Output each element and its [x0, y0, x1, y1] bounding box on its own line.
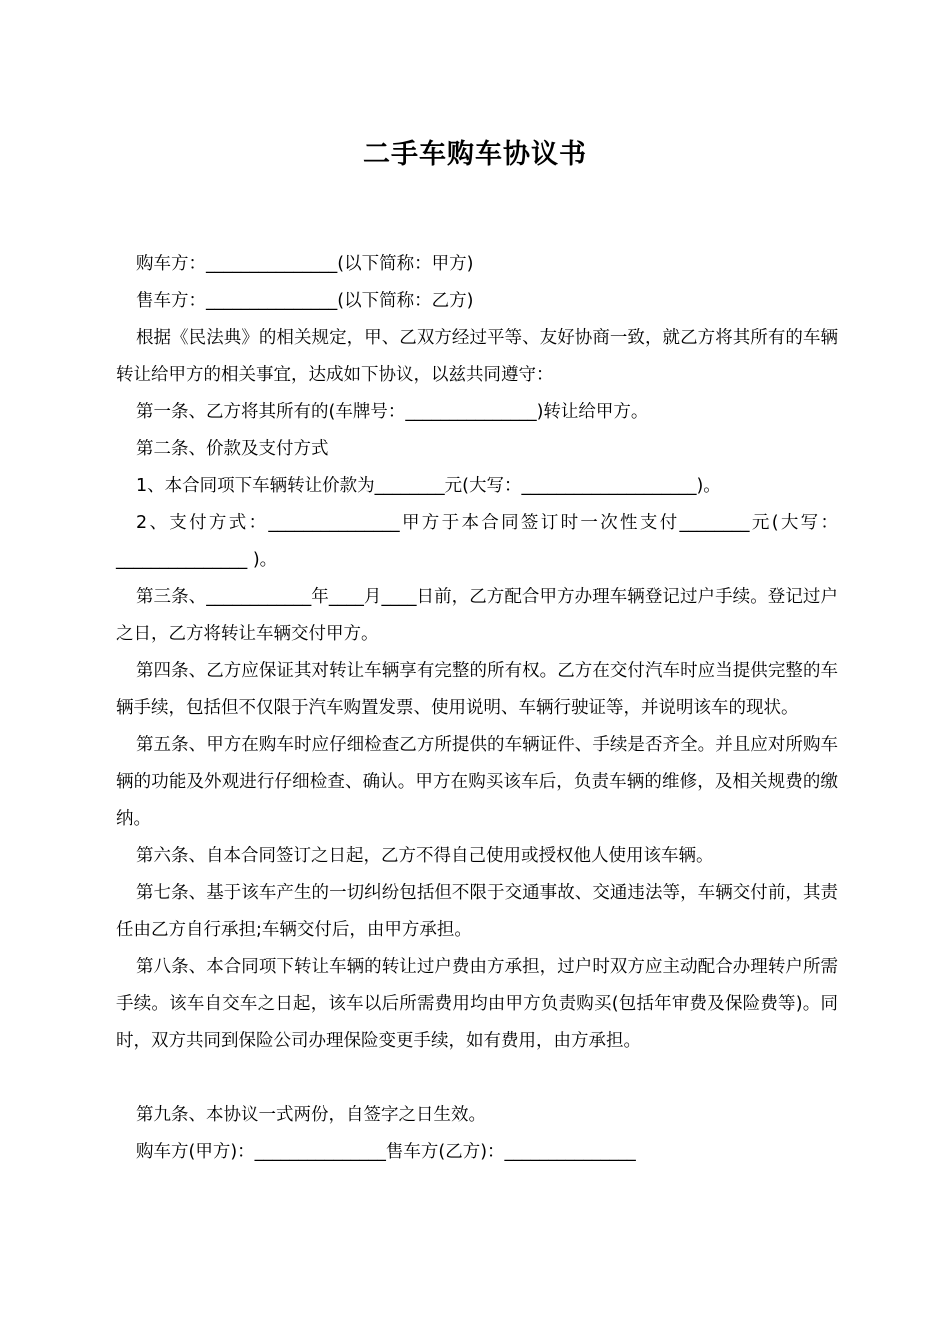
article-2-item-1: 1、本合同项下车辆转让价款为________元(大写：____________________)。 — [136, 476, 721, 496]
article-9: 第九条、本协议一式两份，自签字之日生效。 — [136, 1105, 486, 1125]
article-3: 第三条、____________年____月____日前，乙方配合甲方办理车辆登记过户手续。登记过户之日，乙方将转让车辆交付甲方。 — [116, 587, 838, 644]
article-7: 第七条、基于该车产生的一切纠纷包括但不限于交通事故、交通违法等，车辆交付前，其责任由乙方自行承担;车辆交付后，由甲方承担。 — [116, 883, 838, 940]
article-4: 第四条、乙方应保证其对转让车辆享有完整的所有权。乙方在交付汽车时应当提供完整的车辆手续，包括但不仅限于汽车购置发票、使用说明、车辆行驶证等，并说明该车的现状。 — [116, 661, 838, 718]
seller-line: 售车方：_______________(以下简称：乙方) — [136, 291, 474, 311]
article-8: 第八条、本合同项下转让车辆的转让过户费由方承担，过户时双方应主动配合办理转户所需手续。该车自交车之日起，该车以后所需费用均由甲方负责购买(包括年审费及保险费等)。同时，双方共同到保险公司办理保险变更手续，如有费用，由方承担。 — [116, 957, 838, 1051]
document-title: 二手车购车协议书 — [363, 139, 587, 170]
article-2-item-2: 2、支付方式：_______________甲方于本合同签订时一次性支付________元(大写：_______________ )。 — [116, 513, 838, 570]
document-body — [116, 246, 838, 1171]
article-1: 第一条、乙方将其所有的(车牌号：_______________)转让给甲方。 — [136, 402, 649, 422]
preamble-paragraph: 根据《民法典》的相关规定，甲、乙双方经过平等、友好协商一致，就乙方将其所有的车辆转让给甲方的相关事宜，达成如下协议，以兹共同遵守： — [116, 328, 838, 385]
article-6: 第六条、自本合同签订之日起，乙方不得自己使用或授权他人使用该车辆。 — [136, 846, 714, 866]
buyer-line: 购车方：_______________(以下简称：甲方) — [136, 254, 474, 274]
article-5: 第五条、甲方在购车时应仔细检查乙方所提供的车辆证件、手续是否齐全。并且应对所购车辆的功能及外观进行仔细检查、确认。甲方在购买该车后，负责车辆的维修，及相关规费的缴纳。 — [116, 735, 838, 829]
signature-line: 购车方(甲方)：_______________售车方(乙方)：_______________ — [136, 1142, 636, 1162]
article-2-heading: 第二条、价款及支付方式 — [136, 439, 329, 459]
